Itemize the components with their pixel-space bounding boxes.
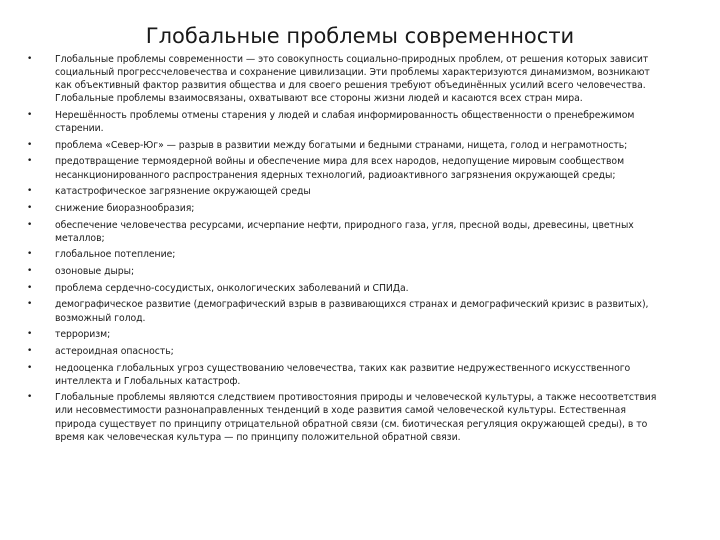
bullet-icon: •	[27, 299, 33, 310]
list-item-text: снижение биоразнообразия;	[55, 202, 195, 214]
list-item-text: проблема сердечно-сосудистых, онкологических заболеваний и СПИДа.	[55, 282, 409, 294]
list-item-text: предотвращение термоядерной войны и обеспечение мира для всех народов, недопущение мировым сообществом несанкционированного распространения ядерных технологий, радиоактивного загрязнения окружающей среды;	[55, 156, 625, 181]
list-item	[27, 155, 667, 181]
bullet-icon: •	[27, 139, 33, 150]
list-item-text: обеспечение человечества ресурсами, исчерпание нефти, природного газа, угля, пресной воды, древесины, цветных металлов;	[55, 219, 634, 244]
list-item	[27, 248, 667, 261]
bullet-icon: •	[27, 54, 33, 64]
list-item-text: озоновые дыры;	[55, 266, 135, 278]
list-item-text: терроризм;	[55, 329, 111, 341]
list-item-text: катастрофическое загрязнение окружающей среды	[55, 186, 311, 198]
bullet-icon: •	[27, 392, 33, 403]
bullet-icon: •	[27, 362, 33, 373]
bullet-list	[27, 53, 667, 447]
list-item	[27, 219, 667, 245]
bullet-icon: •	[27, 202, 33, 213]
list-item-text: глобальное потепление;	[55, 249, 176, 261]
list-item	[27, 139, 667, 152]
list-item	[27, 328, 667, 341]
bullet-icon: •	[27, 186, 33, 197]
list-item-text: Глобальные проблемы являются следствием противостояния природы и человеческой культуры, а также несоответствия или несовместимости разнонаправленных тенденций в ходе развития самой человеческой культуры. Естественная природа существует по принципу отрицательной обратной связи (см. биотическая регуляция окружающей среды), в то время как человеческая культура — по принципу положительной обратной связи.	[55, 392, 657, 443]
list-item	[27, 298, 667, 324]
list-item	[27, 53, 667, 105]
list-item-text: демографическое развитие (демографический взрыв в развивающихся странах и демографический кризис в развитых), возможный голод.	[55, 299, 649, 324]
list-item	[27, 391, 667, 443]
list-item	[27, 109, 667, 135]
bullet-icon: •	[27, 345, 33, 356]
list-item-text: астероидная опасность;	[55, 345, 174, 357]
list-item-text: Глобальные проблемы современности — это совокупность социально-природных проблем, от решения которых зависит социальный прогрессчеловечества и сохранение цивилизации. Эти проблемы характеризуются динамизмом, возникают как объективный фактор развития общества и для своего решения требуют объединённых усилий всего человечества. Глобальные проблемы взаимосвязаны, охватывают все стороны жизни людей и касаются всех стран мира.	[55, 54, 650, 105]
list-item-text: проблема «Север-Юг» — разрыв в развитии между богатыми и бедными странами, нищета, голод и неграмотность;	[55, 139, 628, 151]
page-title: Глобальные проблемы современности	[145, 24, 575, 48]
bullet-icon: •	[27, 282, 33, 293]
bullet-icon: •	[27, 156, 33, 167]
list-item	[27, 282, 667, 295]
bullet-icon: •	[27, 329, 33, 340]
bullet-icon: •	[27, 219, 33, 230]
list-item	[27, 265, 667, 278]
list-item	[27, 185, 667, 198]
list-item-text: Нерешённость проблемы отмены старения у людей и слабая информированность общественности о пренебрежимом старении.	[55, 109, 635, 135]
list-item	[27, 345, 667, 358]
list-item	[27, 202, 667, 215]
bullet-icon: •	[27, 249, 33, 260]
bullet-icon: •	[27, 109, 33, 120]
bullet-icon: •	[27, 266, 33, 277]
list-item-text: недооценка глобальных угроз существованию человечества, таких как развитие недружественного искусственного интеллекта и Глобальных катастроф.	[55, 362, 631, 387]
list-item	[27, 362, 667, 388]
